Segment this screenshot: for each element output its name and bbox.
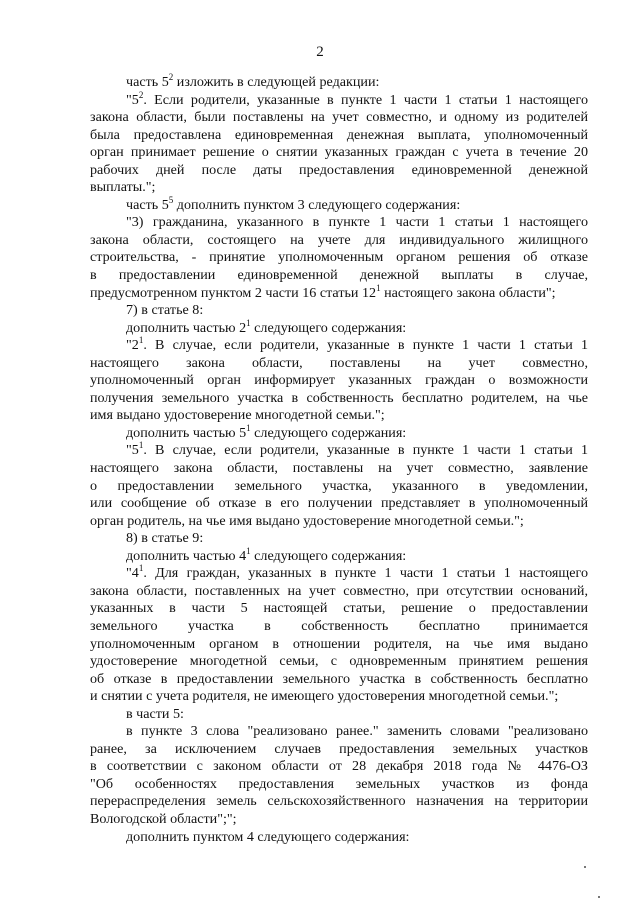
text-line [90, 829, 588, 847]
text-run: . Для граждан, указанных в пункте 1 части 1 статьи 1 настоящего [143, 565, 588, 582]
text-run: строительства, - принятие уполномоченным органом решения об отказе [90, 249, 588, 266]
text-run: рабочих дней после даты предоставления единовременной денежной [90, 161, 588, 178]
text-line [90, 442, 588, 460]
text-run: изложить в следующей редакции: [173, 74, 380, 90]
text-run: . В случае, если родители, указанные в пункте 1 части 1 статьи 1 [143, 442, 588, 459]
text-line [90, 460, 588, 478]
superscript-index: 5 [168, 194, 174, 205]
text-run: часть 5 [126, 196, 169, 213]
text-line [90, 422, 588, 443]
superscript-index: 1 [138, 563, 144, 574]
text-line [90, 407, 588, 425]
text-run: выплаты."; [90, 179, 156, 196]
text-line [90, 355, 588, 373]
text-line [90, 74, 588, 92]
superscript-index: 1 [246, 545, 251, 556]
text-line [90, 478, 588, 496]
text-run: уполномоченным органом в отношении родителя, на чье имя выдано [90, 635, 588, 652]
text-line [90, 249, 588, 267]
text-run: настоящего закона области"; [380, 284, 556, 301]
text-run: или сообщение об отказе в его получении представляет в уполномоченный [90, 495, 588, 512]
superscript-index: 1 [138, 440, 144, 451]
text-line [90, 232, 588, 250]
text-line [90, 390, 588, 408]
text-run: уполномоченный орган информирует указанных граждан о возможности [90, 372, 588, 389]
text-line [90, 565, 588, 583]
text-run: настоящего закона области, поставлены на учет совместно, заявление [90, 460, 588, 477]
text-run: 7) в статье 8: [126, 302, 204, 319]
text-line [90, 636, 588, 654]
superscript-index: 1 [246, 317, 251, 328]
text-run: указанных в части 5 настоящей статьи, решение о предоставлении [90, 600, 588, 617]
text-line [90, 688, 588, 706]
text-line [90, 653, 588, 671]
superscript-index: 2 [138, 89, 144, 100]
text-line [90, 337, 588, 355]
text-run: орган принимает решение о снятии указанных граждан с учета в течение 20 [90, 144, 588, 161]
text-line [90, 545, 588, 566]
text-run: настоящего закона области, поставлены на учет совместно, [90, 354, 588, 371]
text-run: "2 [126, 337, 139, 354]
text-line [90, 179, 588, 197]
text-line [90, 583, 588, 601]
scan-mark [584, 866, 586, 868]
text-run: дополнить частью 2 [126, 319, 247, 336]
text-run: имя выдано удостоверение многодетной семьи."; [90, 407, 385, 424]
text-line [90, 109, 588, 127]
text-line [90, 162, 588, 180]
text-run: "5 [126, 91, 139, 108]
text-line [90, 267, 588, 285]
text-run: . В случае, если родители, указанные в пункте 1 части 1 статьи 1 [143, 337, 588, 354]
text-run: земельного участка в собственность бесплатно принимается [90, 617, 588, 634]
text-line [90, 530, 588, 548]
text-run: об отказе в предоставлении земельного участка в собственность бесплатно [90, 670, 588, 687]
text-line [90, 302, 588, 320]
text-run: следующего содержания: [250, 547, 407, 564]
text-line [90, 317, 588, 338]
text-run: "Об особенностях предоставления земельных участков из фонда [90, 775, 588, 792]
page-number: 2 [316, 44, 324, 60]
text-run: дополнить частью 5 [126, 424, 247, 441]
text-run: о предоставлении земельного участка, указанного в уведомлении, [90, 477, 588, 494]
text-run: перераспределения земель сельскохозяйственного назначения на территории [90, 793, 588, 810]
text-line [90, 495, 588, 513]
text-line [90, 776, 588, 794]
text-line [90, 600, 588, 618]
text-run: орган родитель, на чье имя выдано удостоверение многодетной семьи."; [90, 512, 524, 529]
text-run: "4 [126, 565, 139, 582]
text-run: в предоставлении единовременной денежной выплаты в случае, [90, 267, 588, 284]
text-run: была предоставлена единовременная денежная выплата, уполномоченный [90, 126, 588, 143]
text-line [90, 144, 588, 162]
text-run: закона области, были поставлены на учет совместно, и одному из родителей [90, 109, 588, 126]
text-run: дополнить пунктом 4 следующего содержания: [126, 828, 410, 845]
text-run: следующего содержания: [250, 319, 407, 336]
text-run: в соответствии с законом области от 28 декабря 2018 года № 4476-ОЗ [90, 758, 588, 775]
text-run: закона области, состоящего на учете для индивидуального жилищного [90, 231, 588, 248]
text-run: следующего содержания: [250, 424, 407, 441]
text-run: . Если родители, указанные в пункте 1 части 1 статьи 1 настоящего [143, 91, 588, 108]
text-run: дополнить частью 4 [126, 547, 247, 564]
text-line [90, 706, 588, 724]
text-run: в пункте 3 слова "реализовано ранее." заменить словами "реализовано [126, 723, 588, 740]
text-run: закона области, поставленных на учет совместно, при отсутствии оснований, [90, 582, 588, 599]
text-run: "3) гражданина, указанного в пункте 1 части 1 статьи 1 настоящего [126, 214, 588, 231]
text-line [90, 89, 588, 110]
text-line [90, 671, 588, 689]
text-run: и снятии с учета родителя, не имеющего удостоверения многодетной семьи."; [90, 688, 559, 705]
text-run: в части 5: [126, 705, 184, 722]
superscript-index: 1 [376, 282, 381, 293]
text-line [90, 127, 588, 145]
scan-mark [598, 896, 600, 898]
document-body [90, 74, 588, 846]
text-run: Вологодской области";"; [90, 810, 237, 827]
text-line [90, 811, 588, 829]
text-line [90, 741, 588, 759]
text-line [90, 513, 588, 531]
superscript-index: 1 [138, 335, 144, 346]
text-line [90, 618, 588, 636]
text-line [90, 194, 588, 215]
text-run: дополнить пунктом 3 следующего содержания: [173, 196, 461, 213]
text-line [90, 758, 588, 776]
text-run: удостоверение многодетной семьи, с одновременным принятием решения [90, 653, 588, 670]
text-line [90, 723, 588, 741]
text-line [90, 793, 588, 811]
text-run: часть 5 [126, 74, 169, 90]
text-run: 8) в статье 9: [126, 530, 204, 547]
text-run: ранее, за исключением случаев предоставления земельных участков [90, 740, 588, 757]
superscript-index: 1 [246, 422, 251, 433]
text-line [90, 282, 588, 303]
text-run: получения земельного участка в собственность бесплатно родителем, на чье [90, 389, 588, 406]
text-line [90, 214, 588, 232]
superscript-index: 2 [168, 72, 174, 82]
text-line [90, 372, 588, 390]
text-run: "5 [126, 442, 139, 459]
text-run: предусмотренном пунктом 2 части 16 статьи 12 [90, 284, 377, 301]
